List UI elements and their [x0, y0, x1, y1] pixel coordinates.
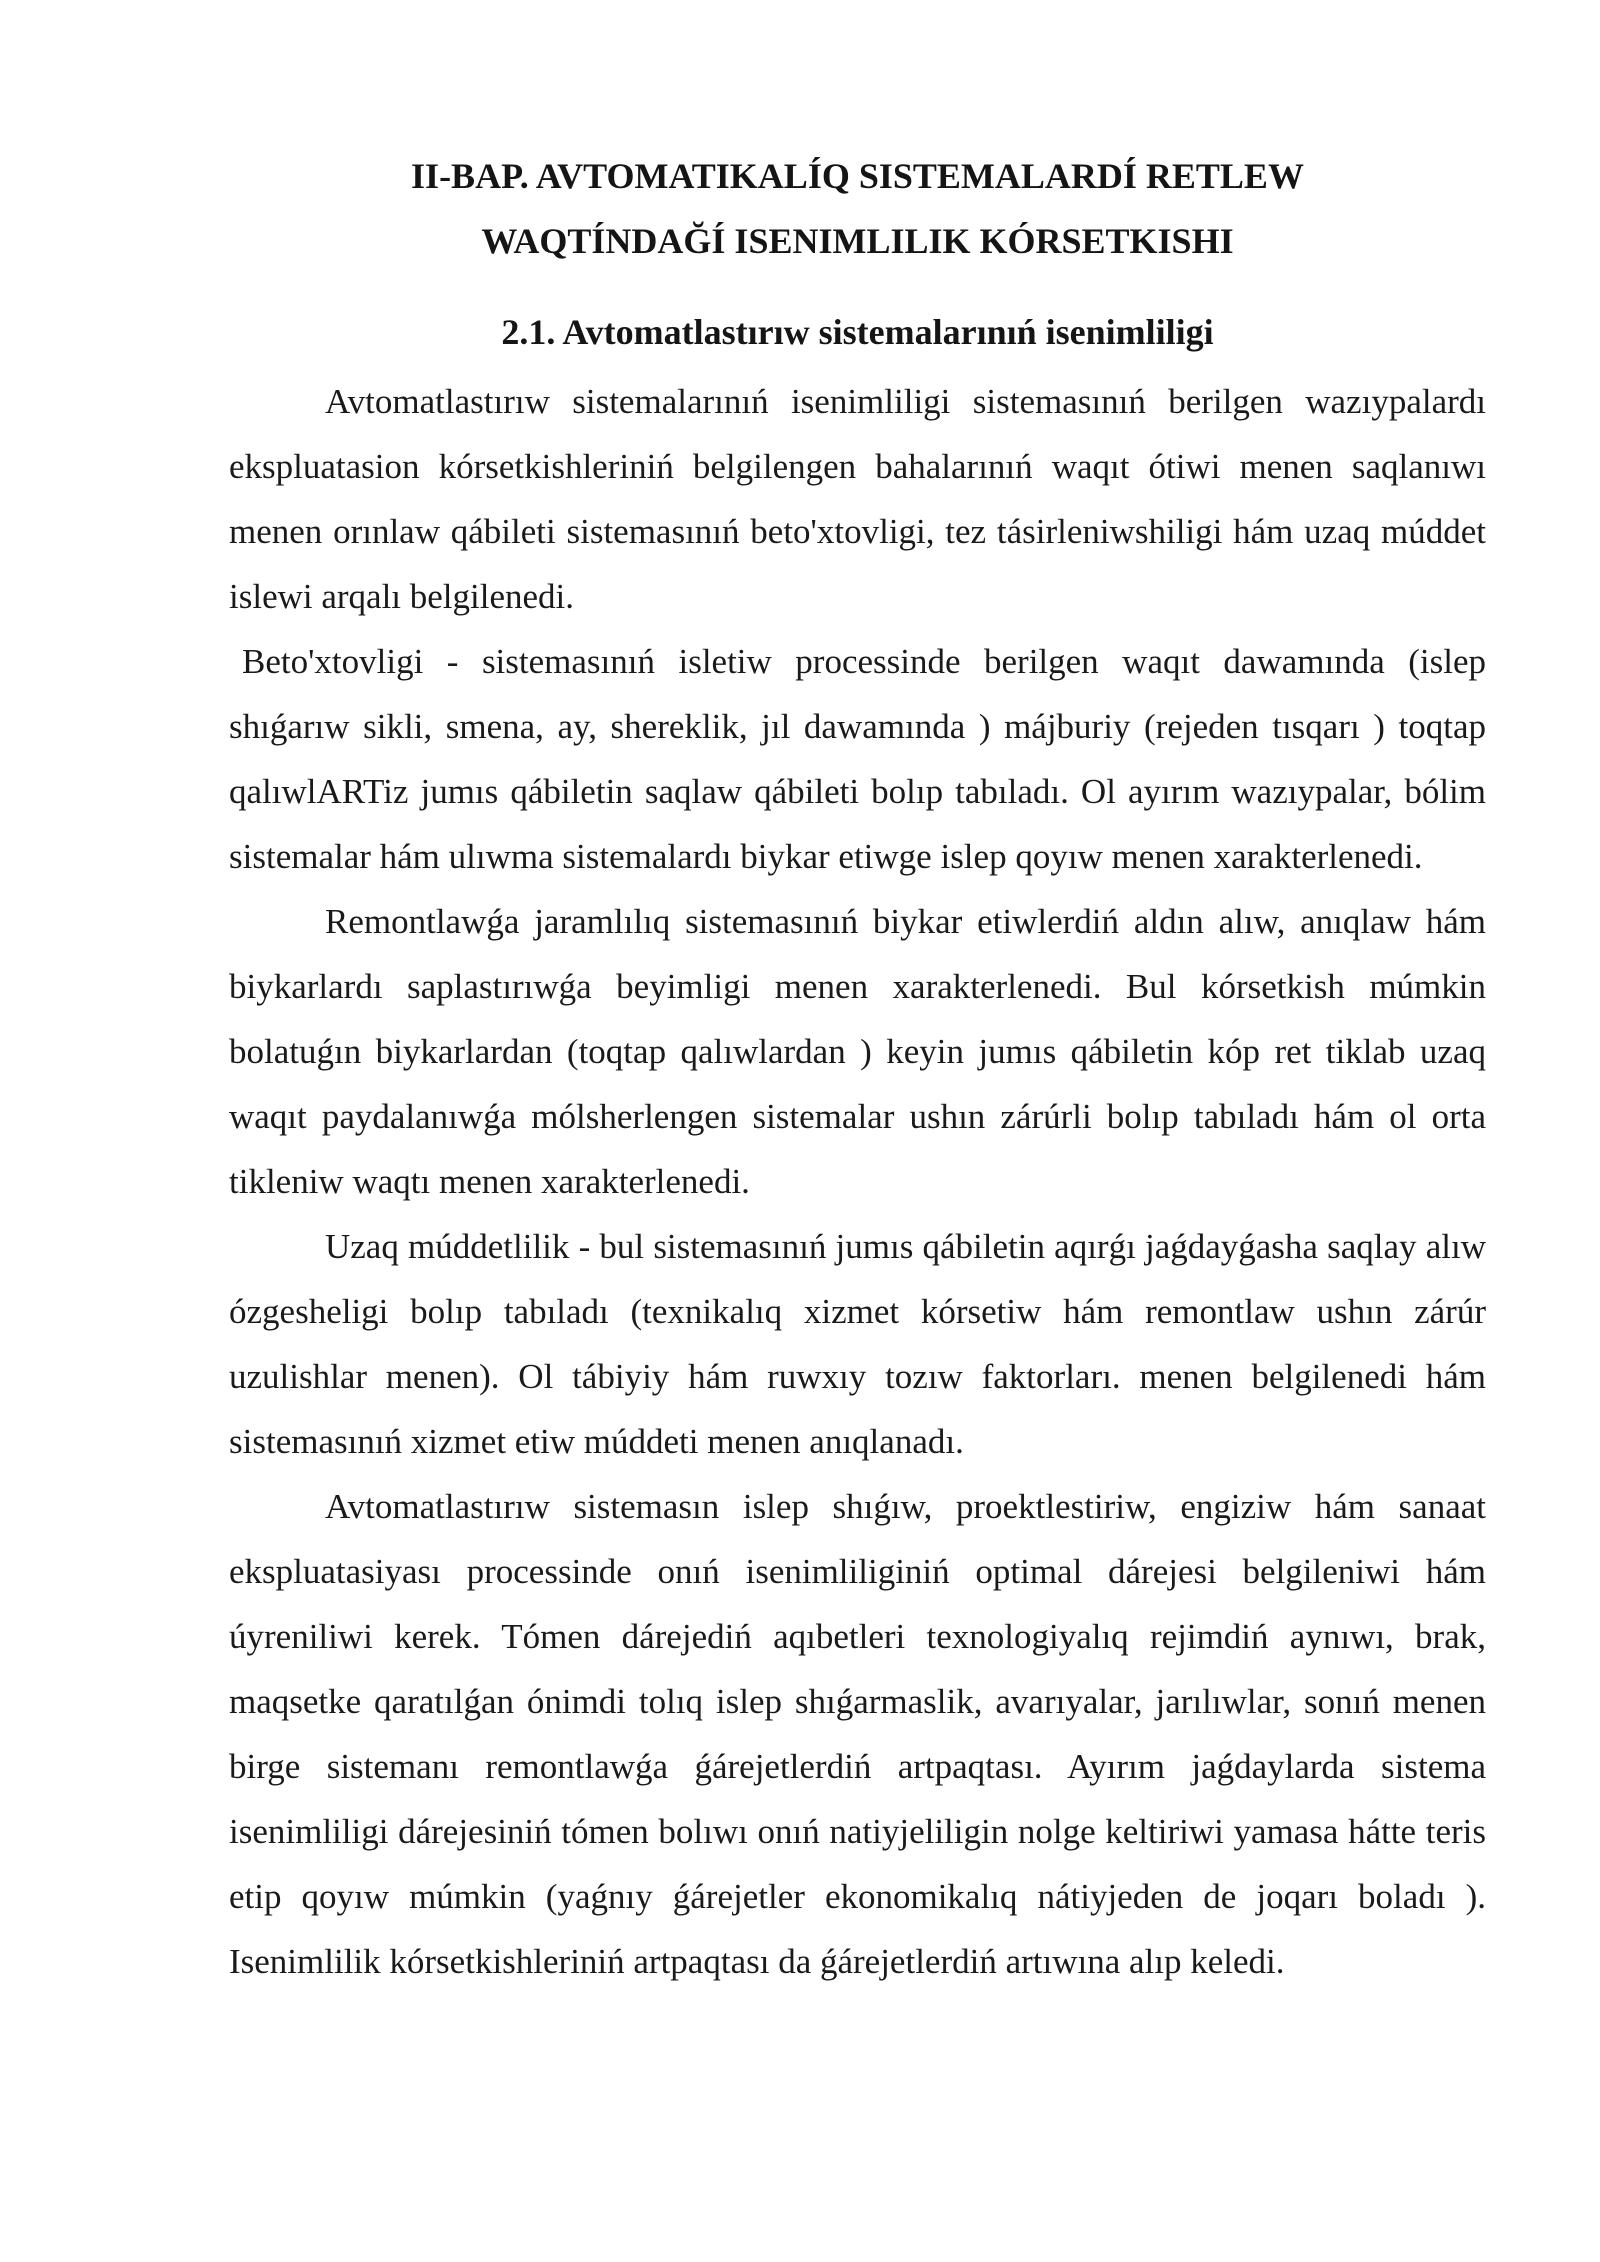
paragraph-intro: Avtomatlastırıw sistemalarınıń isenimliligi sistemasınıń berilgen wazıypalardı ekspluatasion kórsetkishleriniń belgilengen bahalarınıń waqıt ótiwi menen saqlanıwı menen orınlaw qábileti sistemasınıń beto'xtovligi, tez tásirleniwshiligi hám uzaq múddet islewi arqalı belgilenedi.: [229, 382, 1486, 616]
paragraph-durability: Uzaq múddetlilik - bul sistemasınıń jumıs qábiletin aqırǵı jaǵdayǵasha saqlay alıw ózgesheligi bolıp tabıladı (texnikalıq xizmet kórsetiw hám remontlaw ushın zárúr uzulishlar menen). Ol tábiyiy hám ruwxıy tozıw faktorları. menen belgilenedi hám sistemasınıń xizmet etiw múddeti menen anıqlanadı.: [229, 1227, 1486, 1461]
chapter-title-line-2: WAQTÍNDAĞÍ ISENIMLILIK KÓRSETKISHI: [481, 221, 1234, 261]
body-text: [229, 369, 1486, 1994]
paragraph-maintainability: Remontlawǵa jaramlılıq sistemasınıń biykar etiwlerdiń aldın alıw, anıqlaw hám biykarlardı saplastırıwǵa beyimligi menen xarakterlenedi. Bul kórsetkish múmkin bolatuǵın biykarlardan (toqtap qalıwlardan ) keyin jumıs qábiletin kóp ret tiklab uzaq waqıt paydalanıwǵa mólsherlengen sistemalar ushın zárúrli bolıp tabıladı hám ol orta tikleniw waqtı menen xarakterlenedi.: [229, 902, 1486, 1201]
paragraph-reliability: Beto'xtovligi - sistemasınıń isletiw processinde berilgen waqıt dawamında (islep shıǵarıw sikli, smena, ay, shereklik, jıl dawamında ) májburiy (rejeden tısqarı ) toqtap qalıwlARTiz jumıs qábiletin saqlaw qábileti bolıp tabıladı. Ol ayırım wazıypalar, bólim sistemalar hám ulıwma sistemalardı biykar etiwge islep qoyıw menen xarakterlenedi.: [229, 642, 1486, 876]
paragraph-optimal-level: Avtomatlastırıw sistemasın islep shıǵıw, proektlestiriw, engiziw hám sanaat ekspluatasiyası processinde onıń isenimliliginiń optimal dárejesi belgileniwi hám úyreniliwi kerek. Tómen dárejediń aqıbetleri texnologiyalıq rejimdiń aynıwı, brak, maqsetke qaratılǵan ónimdi tolıq islep shıǵarmaslik, avarıyalar, jarılıwlar, sonıń menen birge sistemanı remontlawǵa ǵárejetlerdiń artpaqtası. Ayırım jaǵdaylarda sistema isenimliligi dárejesiniń tómen bolıwı onıń natiyjeliligin nolge keltiriwi yamasa hátte teris etip qoyıw múmkin (yaǵnıy ǵárejetler ekonomikalıq nátiyjeden de joqarı boladı ). Isenimlilik kórsetkishleriniń artpaqtası da ǵárejetlerdiń artıwına alıp keledi.: [229, 1487, 1486, 1981]
section-title: 2.1. Avtomatlastırıw sistemalarınıń isenimliligi: [501, 312, 1214, 352]
chapter-title-line-1: II-BAP. AVTOMATIKALÍQ SISTEMALARDÍ RETLEW: [411, 156, 1304, 196]
